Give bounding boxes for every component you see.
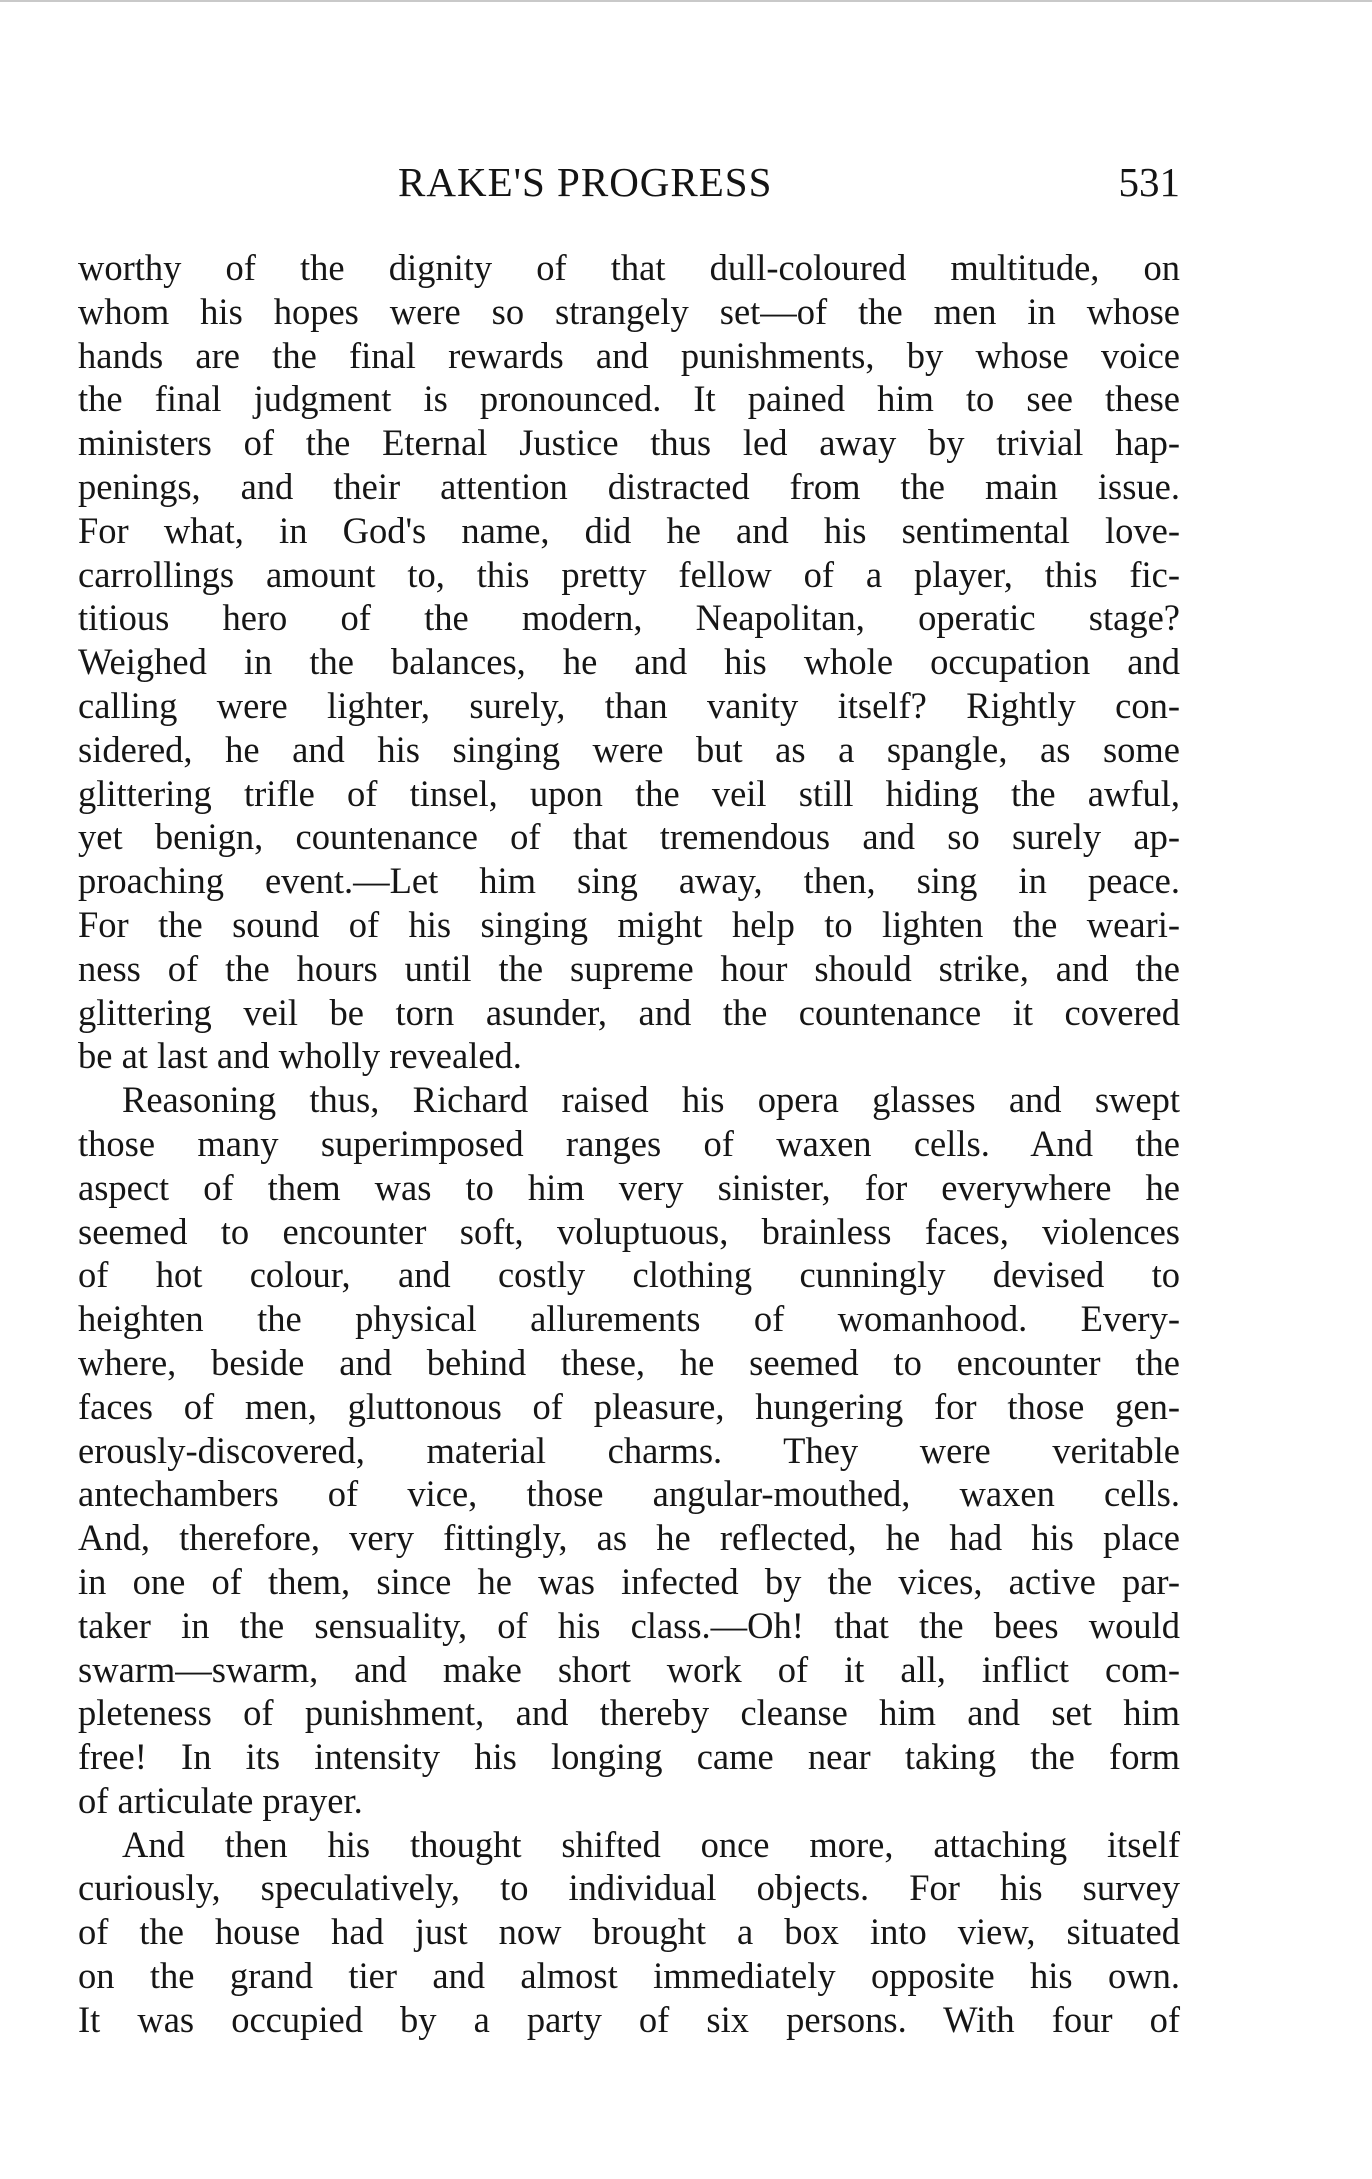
text-line: where, beside and behind these, he seemed to encounter the: [78, 1341, 1180, 1383]
text-line: in one of them, since he was infected by the vices, active par-: [78, 1560, 1180, 1602]
text-line: yet benign, countenance of that tremendous and so surely ap-: [78, 816, 1180, 858]
text-line: sidered, he and his singing were but as a spangle, as some: [78, 728, 1180, 770]
text-line: worthy of the dignity of that dull-coloured multitude, on: [78, 247, 1180, 288]
text-line: on the grand tier and almost immediately opposite his own.: [78, 1955, 1180, 1997]
body-text: [78, 246, 1180, 2042]
text-line: It was occupied by a party of six persons. With four of: [78, 1998, 1180, 2040]
text-line: And, therefore, very fittingly, as he reflected, he had his place: [78, 1517, 1180, 1559]
text-line: those many superimposed ranges of waxen cells. And the: [78, 1122, 1180, 1164]
text-line: Weighed in the balances, he and his whole occupation and: [78, 641, 1180, 683]
paragraph-end-line: be at last and wholly revealed.: [78, 1035, 522, 1077]
text-line: of hot colour, and costly clothing cunningly devised to: [78, 1254, 1180, 1296]
text-line: glittering veil be torn asunder, and the countenance it covered: [78, 991, 1180, 1033]
text-line: antechambers of vice, those angular-mouthed, waxen cells.: [78, 1473, 1180, 1515]
text-line: the final judgment is pronounced. It pained him to see these: [78, 378, 1180, 420]
text-line: ministers of the Eternal Justice thus led away by trivial hap-: [78, 422, 1180, 464]
page-number: 531: [1118, 159, 1180, 205]
text-line: faces of men, gluttonous of pleasure, hungering for those gen-: [78, 1385, 1180, 1427]
text-line: hands are the final rewards and punishments, by whose voice: [78, 334, 1180, 376]
text-line: swarm—swarm, and make short work of it all, inflict com-: [78, 1648, 1180, 1690]
text-line: heighten the physical allurements of womanhood. Every-: [78, 1298, 1180, 1340]
text-line: carrollings amount to, this pretty fellow of a player, this fic-: [78, 553, 1180, 595]
text-line: curiously, speculatively, to individual objects. For his survey: [78, 1867, 1180, 1909]
text-line: For what, in God's name, did he and his sentimental love-: [78, 509, 1180, 551]
paragraph-start-line: Reasoning thus, Richard raised his opera glasses and swept: [122, 1079, 1180, 1121]
text-line: whom his hopes were so strangely set—of the men in whose: [78, 290, 1180, 332]
text-line: taker in the sensuality, of his class.—Oh! that the bees would: [78, 1604, 1180, 1646]
text-line: free! In its intensity his longing came near taking the form: [78, 1736, 1180, 1778]
text-line: penings, and their attention distracted from the main issue.: [78, 465, 1180, 507]
text-line: pleteness of punishment, and thereby cleanse him and set him: [78, 1692, 1180, 1734]
text-line: calling were lighter, surely, than vanity itself? Rightly con-: [78, 684, 1180, 726]
text-line: of the house had just now brought a box into view, situated: [78, 1911, 1180, 1953]
text-line: seemed to encounter soft, voluptuous, brainless faces, violences: [78, 1210, 1180, 1252]
running-title: RAKE'S PROGRESS: [398, 159, 773, 205]
top-edge-rule: [0, 0, 1372, 2]
running-head: [78, 158, 1180, 210]
text-line: For the sound of his singing might help to lighten the weari-: [78, 903, 1180, 945]
text-line: aspect of them was to him very sinister, for everywhere he: [78, 1166, 1180, 1208]
text-line: erously-discovered, material charms. They were veritable: [78, 1429, 1180, 1471]
paragraph-end-line: of articulate prayer.: [78, 1779, 363, 1821]
text-line: titious hero of the modern, Neapolitan, operatic stage?: [78, 597, 1180, 639]
text-line: ness of the hours until the supreme hour should strike, and the: [78, 947, 1180, 989]
paragraph-start-line: And then his thought shifted once more, attaching itself: [122, 1823, 1180, 1865]
text-line: glittering trifle of tinsel, upon the veil still hiding the awful,: [78, 772, 1180, 814]
text-line: proaching event.—Let him sing away, then, sing in peace.: [78, 860, 1180, 902]
